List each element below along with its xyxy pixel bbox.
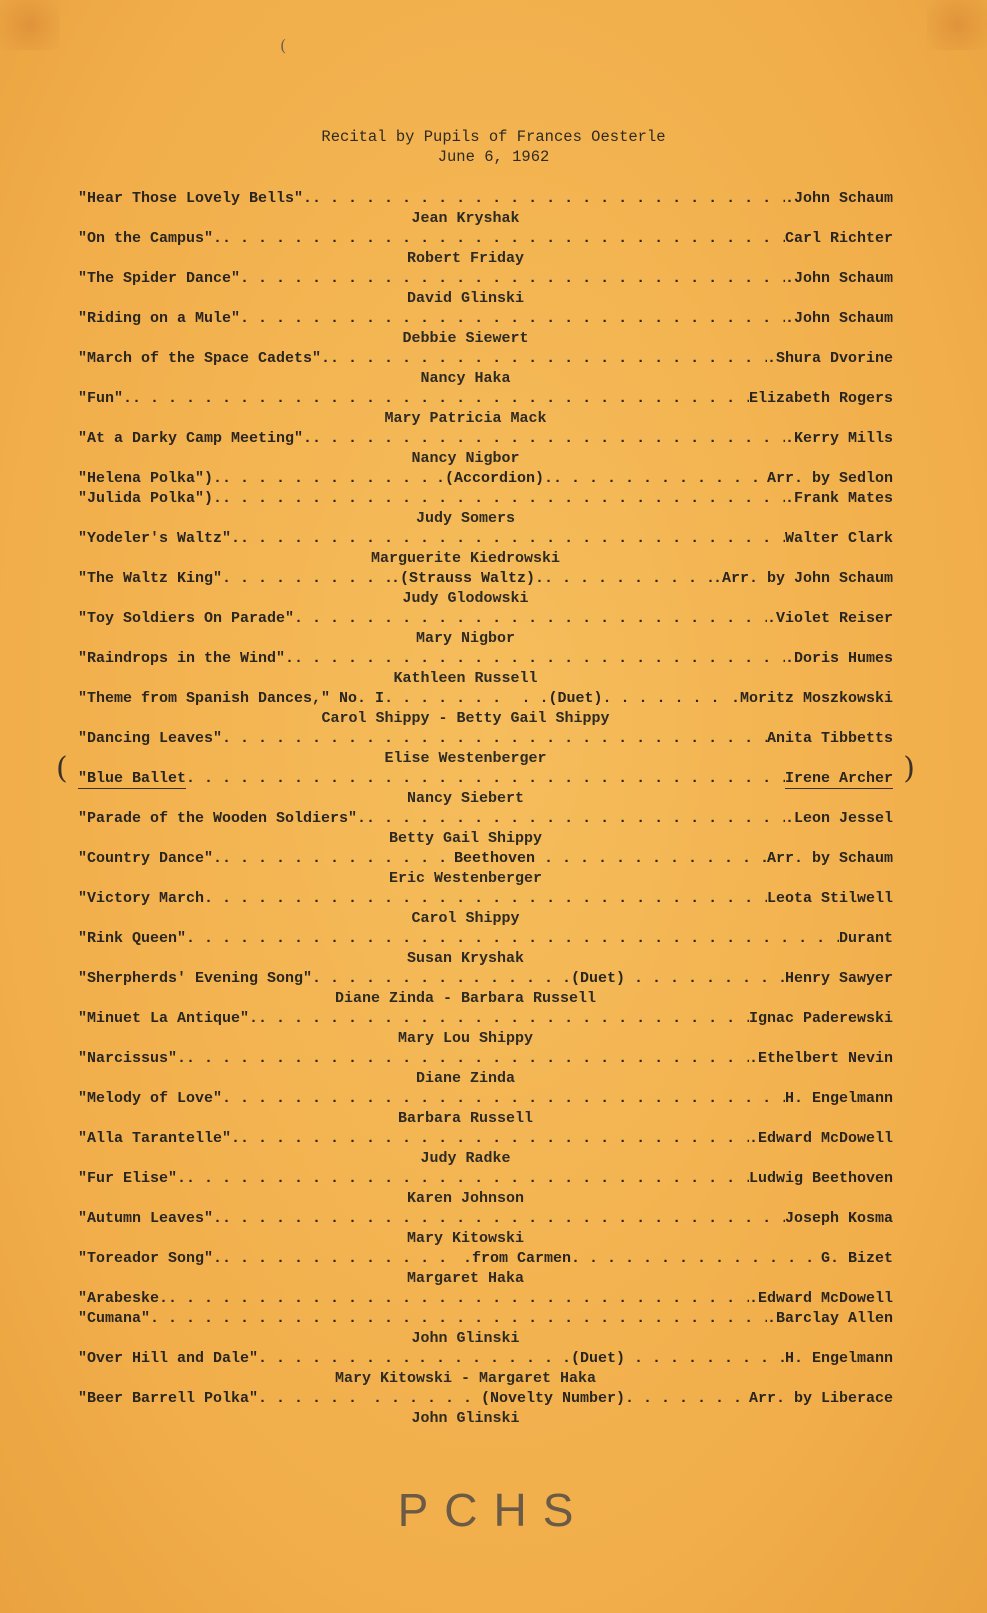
piece-title: "Arabeske. [78,1290,169,1307]
performer-name: Mary Lou Shippy [397,1030,534,1047]
dot-leader [603,689,731,709]
performer-name: Debbie Siewert [402,330,529,347]
composer: .Moritz Moszkowski [730,690,894,707]
recital-title: Recital by Pupils of Frances Oesterle [321,128,666,146]
composer: .Doris Humes [784,650,893,667]
composer: .Violet Reiser [766,610,893,627]
performer-name: Judy Radke [420,1150,511,1167]
piece-note: . . . . . .(Duet) [463,970,635,987]
piece-title: "The Spider Dance" [78,270,241,287]
piece-note: Beethoven [444,850,545,867]
piece-title: "Dancing Leaves" [78,730,223,747]
composer: Arr. by Liberace [748,1390,894,1407]
pchs-logo: PCHS [397,1484,590,1536]
composer: Elizabeth Rogers [748,390,893,407]
dot-leader [222,1249,454,1269]
composer: Walter Clark [784,530,893,547]
dot-leader [643,1389,749,1409]
piece-title: "Beer Barrell Polka" [78,1390,259,1407]
program-entry [78,1249,893,1269]
pencil-mark: ( [280,36,287,55]
piece-title: "Fun". [78,390,133,407]
program-entry [78,1169,893,1189]
composer: .Edward McDowell [748,1130,893,1147]
performer-name: Eric Westenberger [388,870,543,887]
piece-title: "The Waltz King" [78,570,223,587]
program-entry [78,969,893,989]
dot-leader [634,969,785,989]
composer: Irene Archer [784,770,893,787]
piece-title: "Theme from Spanish Dances," No. I [78,690,385,707]
piece-note: . .(Duet) [512,690,603,707]
composer: .John Schaum [784,190,893,207]
program-entry [78,1129,893,1149]
piece-title: "Sherpherds' Evening Song" [78,970,313,987]
performer-name: Judy Somers [415,510,516,527]
program-entry [78,429,893,449]
dot-leader [258,1009,749,1029]
program-entry [78,609,893,629]
program-entry [78,809,893,829]
dot-leader [240,1129,749,1149]
performer-name: Karen Johnson [406,1190,525,1207]
program-entry [78,1389,893,1409]
program-entry [78,489,893,509]
program-entry [78,189,893,209]
program-entry [78,269,893,289]
program-entry [78,349,893,369]
piece-note: . . . . . . (Novelty Number). [363,1390,644,1407]
dot-leader [204,889,767,909]
dot-leader [544,569,713,589]
dot-leader [240,269,785,289]
piece-title: "Narcissus". [78,1050,187,1067]
composer: Henry Sawyer [784,970,894,987]
dot-leader [168,1289,749,1309]
performer-name: Judy Glodowski [402,590,529,607]
performer-name: David Glinski [406,290,525,307]
pencil-circle-left: ( [56,751,68,786]
piece-title: "Riding on a Mule" [78,310,241,327]
performer-name: Nancy Nigbor [411,450,520,467]
program-entry [78,1049,893,1069]
dot-leader [186,929,839,949]
program-entry [78,689,893,709]
program-entry [78,649,893,669]
composer: Durant [838,930,893,947]
program-entry [78,1209,893,1229]
composer: .Shura Dvorine [766,350,893,367]
composer: .John Schaum [784,270,893,287]
program-entry [78,1089,893,1109]
piece-title: "Toy Soldiers On Parade" [78,610,295,627]
composer: Joseph Kosma [784,1210,893,1227]
dot-leader [222,229,785,249]
program-entry [78,309,893,329]
performer-name: Nancy Siebert [406,790,525,807]
piece-title: "March of the Space Cadets". [78,350,331,367]
dot-leader [384,689,512,709]
program-entry [78,229,893,249]
piece-title: "Melody of Love" [78,1090,223,1107]
composer: Ludwig Beethoven [748,1170,893,1187]
dot-leader [312,429,785,449]
program-entry [78,1289,893,1309]
dot-leader [186,1049,749,1069]
piece-title: "Hear Those Lovely Bells". [78,190,313,207]
dot-leader [222,729,767,749]
composer: Anita Tibbetts [766,730,893,747]
performer-name: Marguerite Kiedrowski [370,550,561,567]
piece-title: "Raindrops in the Wind". [78,650,295,667]
piece-title: "Alla Tarantelle". [78,1130,241,1147]
composer: Arr. by Schaum [766,850,893,867]
dot-leader [330,349,767,369]
program-entry [78,389,893,409]
program-entry [78,529,893,549]
performer-name: Carol Shippy - Betty Gail Shippy [321,710,610,727]
dot-leader [258,1349,409,1369]
performer-name: Jean Kryshak [411,210,520,227]
performer-name: Robert Friday [406,250,525,267]
dot-leader [222,569,391,589]
dot-leader [222,1209,785,1229]
performer-name: Elise Westenberger [384,750,547,767]
dot-leader [222,849,445,869]
piece-title: "Fur Elise". [78,1170,187,1187]
piece-title: "On the Campus". [78,230,223,247]
stain-right [927,0,987,50]
piece-title: "Victory March [78,890,205,907]
piece-title: "Minuet La Antique". [78,1010,259,1027]
dot-leader [294,609,767,629]
performer-name: Carol Shippy [411,910,520,927]
piece-title: "At a Darky Camp Meeting". [78,430,313,447]
dot-leader [312,969,463,989]
composer: Arr. by Sedlon [766,470,893,487]
dot-leader [544,849,767,869]
composer: G. Bizet [821,1250,894,1267]
piece-note: .(Strauss Waltz). [390,570,545,587]
program-entry [78,729,893,749]
performer-name: Margaret Haka [406,1270,525,1287]
program-entry [78,1009,893,1029]
performer-name: Diane Zinda [415,1070,516,1087]
dot-leader [132,389,749,409]
piece-note: . . . . . . . . .(Duet) [408,1350,635,1367]
piece-title: "Yodeler's Waltz". [78,530,241,547]
program-entry [78,929,893,949]
composer: H. Engelmann [784,1090,893,1107]
dot-leader [312,189,785,209]
piece-note: .(Accordion). [435,470,554,487]
program-entry [78,569,893,589]
program-entry [78,1309,893,1329]
piece-title: "Parade of the Wooden Soldiers". [78,810,367,827]
dot-leader [240,309,785,329]
composer: Ignac Paderewski [748,1010,893,1027]
dot-leader [222,469,436,489]
composer: .Frank Mates [784,490,893,507]
dot-leader [258,1389,364,1409]
dot-leader [634,1349,785,1369]
performer-name: Susan Kryshak [406,950,525,967]
piece-title: "Cumana" [78,1310,151,1327]
program-list [56,189,915,1429]
composer: .Ethelbert Nevin [748,1050,893,1067]
composer: H. Engelmann [784,1350,894,1367]
piece-title: "Autumn Leaves". [78,1210,223,1227]
dot-leader [366,809,785,829]
performer-name: Diane Zinda - Barbara Russell [334,990,597,1007]
program-entry [78,889,893,909]
piece-title: "Helena Polka"). [78,470,223,487]
composer: Carl Richter [784,230,893,247]
performer-name: Betty Gail Shippy [388,830,543,847]
performer-name: Mary Kitowski [406,1230,525,1247]
piece-title: "Over Hill and Dale" [78,1350,259,1367]
performer-name: Nancy Haka [420,370,511,387]
dot-leader [240,529,785,549]
dot-leader [222,489,785,509]
performer-name: John Glinski [411,1410,520,1427]
piece-title: "Rink Queen" [78,930,187,947]
dot-leader [186,769,785,789]
dot-leader [186,1169,749,1189]
piece-note: .from Carmen. [454,1250,590,1267]
composer: .Kerry Mills [784,430,893,447]
pencil-circle-right: ) [903,751,915,786]
performer-name: Mary Nigbor [415,630,516,647]
performer-name: Kathleen Russell [393,670,538,687]
composer: .Edward McDowell [748,1290,893,1307]
piece-title: "Country Dance". [78,850,223,867]
program-entry [78,1349,893,1369]
dot-leader [589,1249,821,1269]
composer: .John Schaum [784,310,893,327]
dot-leader [294,649,785,669]
recital-header [0,127,987,167]
piece-title: "Blue Ballet [78,770,187,787]
composer: Leota Stilwell [766,890,893,907]
composer: .Leon Jessel [784,810,893,827]
performer-name: Mary Patricia Mack [384,410,547,427]
performer-name: John Glinski [411,1330,520,1347]
recital-date: June 6, 1962 [437,148,550,166]
dot-leader [553,469,767,489]
dot-leader [150,1309,767,1329]
stain-left [0,0,60,50]
program-entry [78,849,893,869]
performer-name: Mary Kitowski - Margaret Haka [334,1370,597,1387]
performer-name: Barbara Russell [397,1110,534,1127]
piece-title: "Julida Polka"). [78,490,223,507]
program-entry [78,469,893,489]
composer: .Arr. by John Schaum [712,570,893,587]
dot-leader [222,1089,785,1109]
piece-title: "Toreador Song". [78,1250,223,1267]
composer: .Barclay Allen [766,1310,893,1327]
